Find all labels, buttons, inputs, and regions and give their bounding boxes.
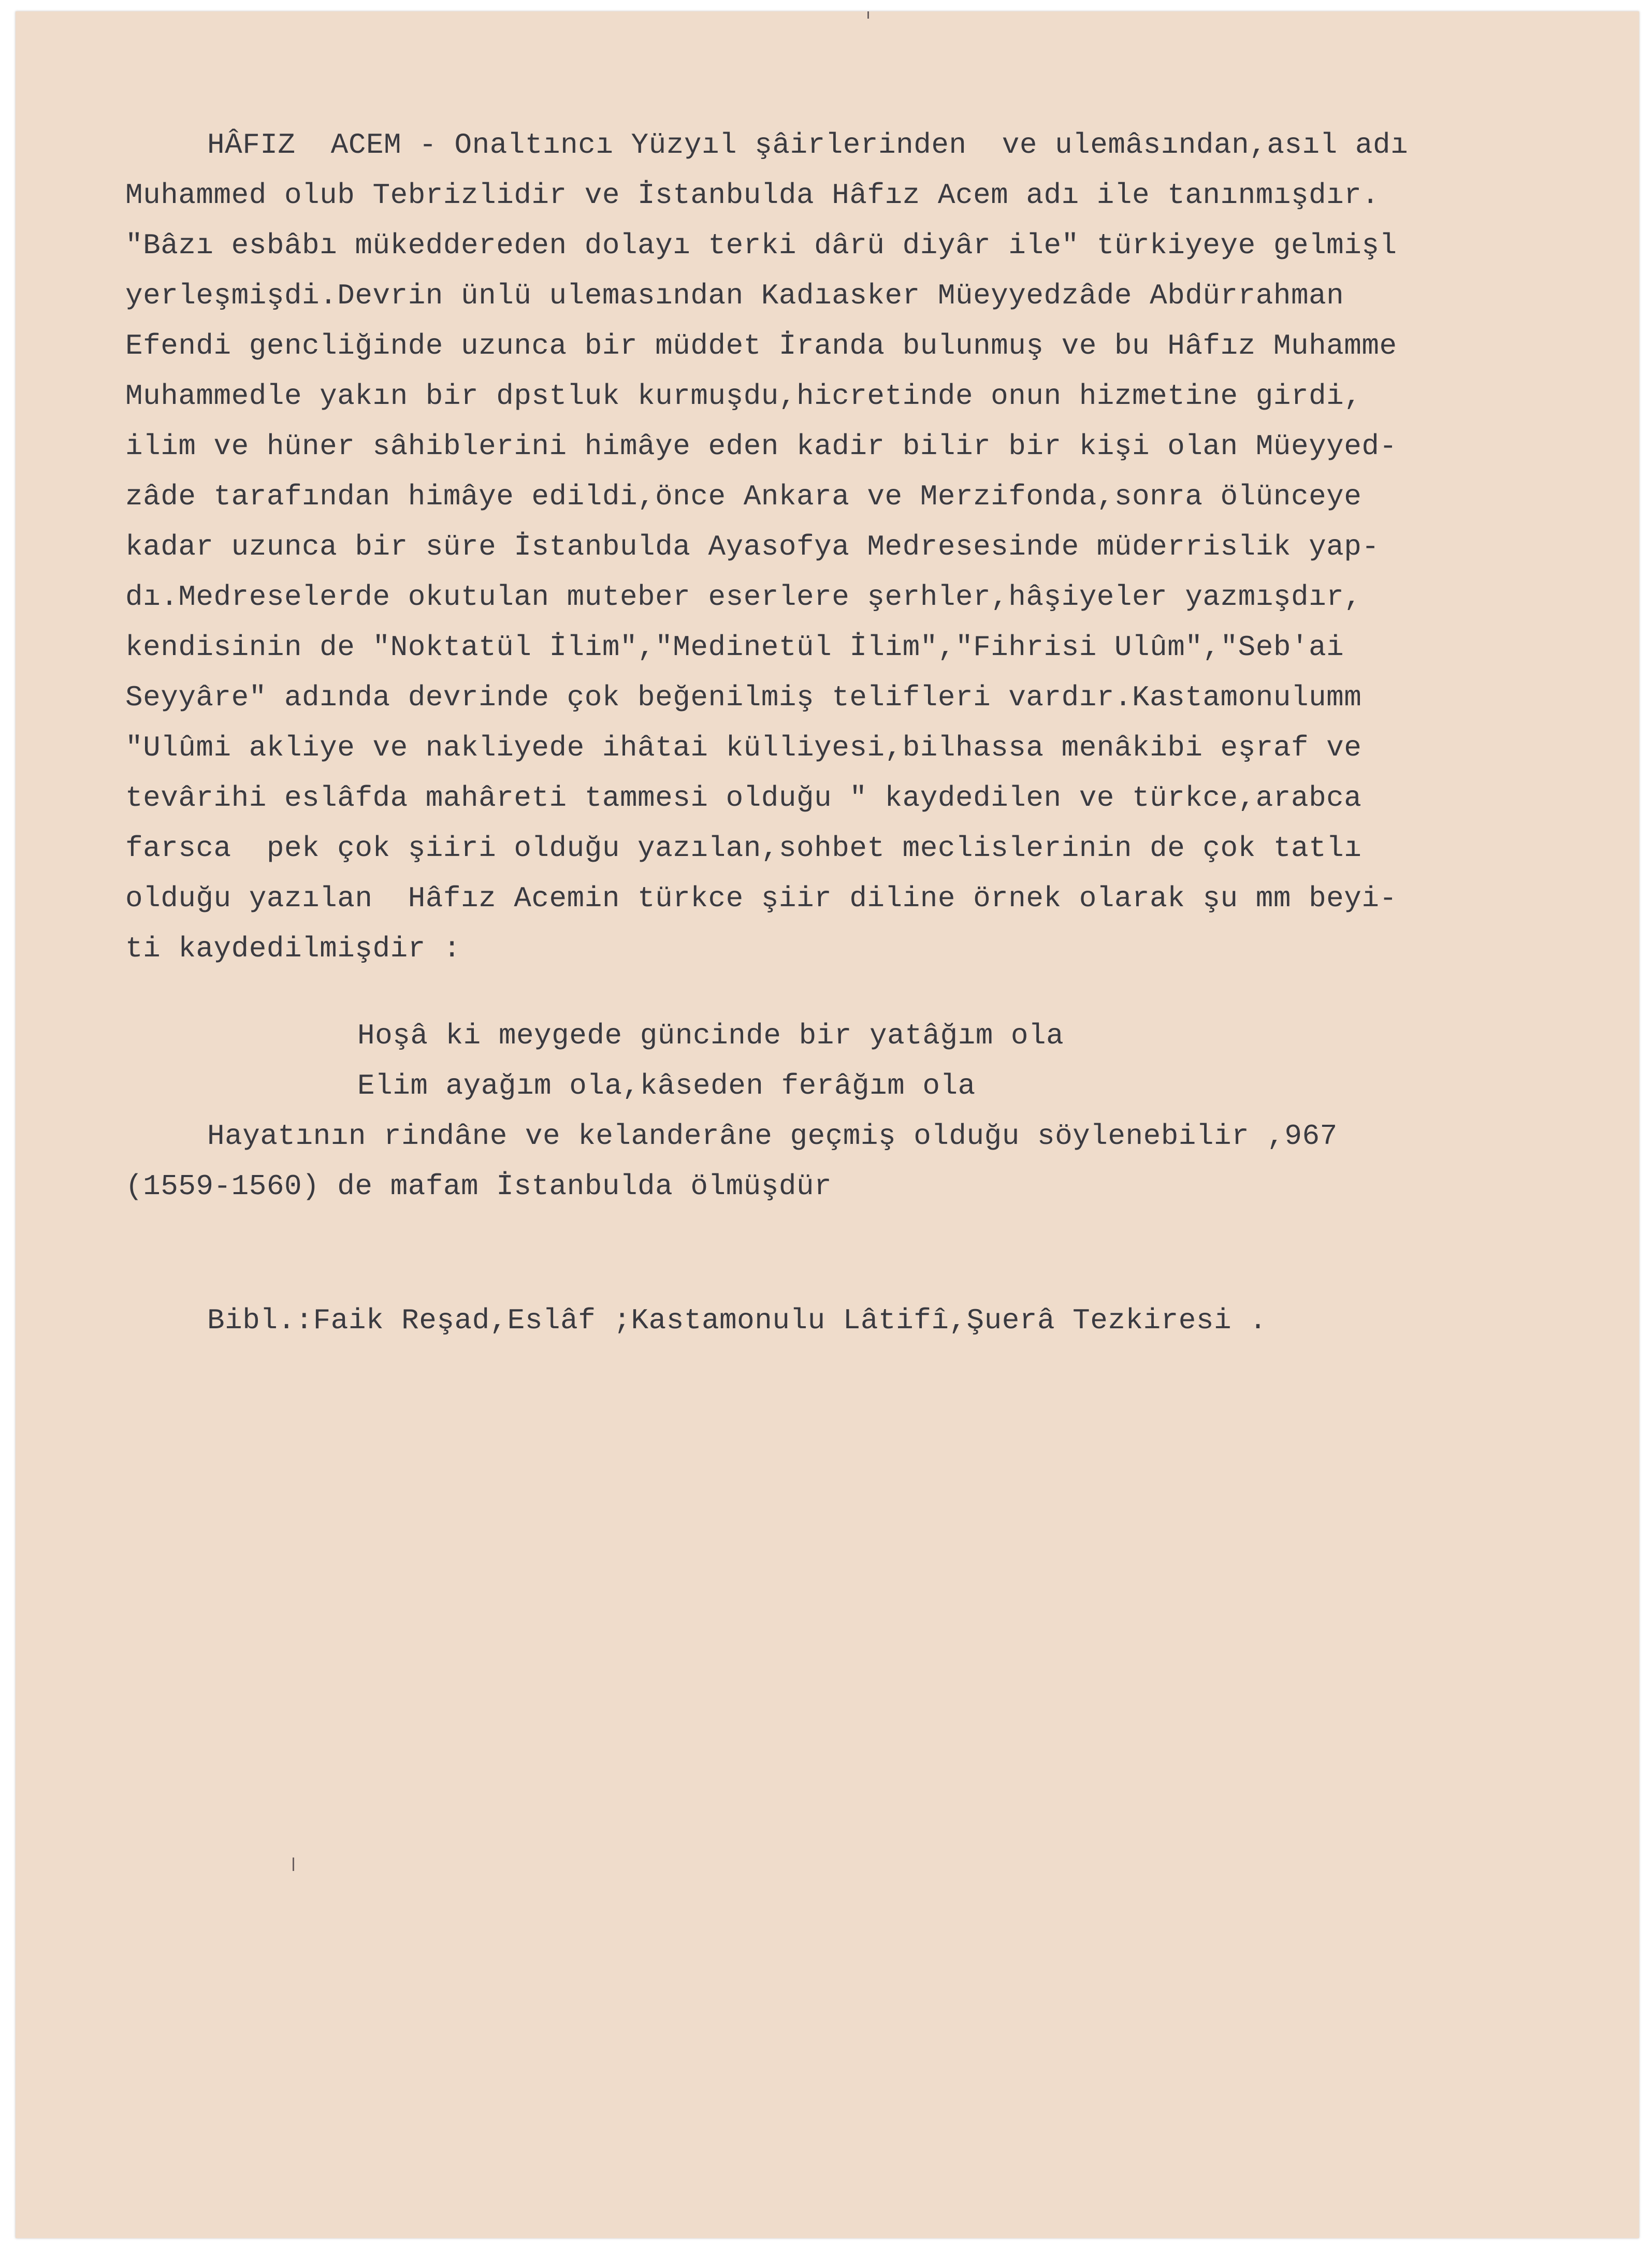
closing-line: (1559-1560) de mafam İstanbulda ölmüşdür bbox=[125, 1170, 832, 1203]
pencil-mark bbox=[867, 11, 869, 19]
paragraph-line: HÂFIZ ACEM - Onaltıncı Yüzyıl şâirlerinden ve ulemâsından,asıl adı bbox=[207, 128, 1409, 162]
paragraph-line: Muhammed olub Tebrizlidir ve İstanbulda Hâfız Acem adı ile tanınmışdır. bbox=[125, 179, 1380, 212]
paragraph-line: Muhammedle yakın bir dpstluk kurmuşdu,hicretinde onun hizmetine girdi, bbox=[125, 380, 1362, 413]
paragraph-line: ti kaydedilmişdir : bbox=[125, 932, 461, 965]
paragraph-line: Efendi gencliğinde uzunca bir müddet İranda bulunmuş ve bu Hâfız Muhamme bbox=[125, 329, 1397, 362]
paragraph-line: "Ulûmi akliye ve nakliyede ihâtai külliyesi,bilhassa menâkibi eşraf ve bbox=[125, 731, 1362, 764]
paragraph-line: Seyyâre" adında devrinde çok beğenilmiş telifleri vardır.Kastamonulumm bbox=[125, 681, 1362, 714]
pencil-mark bbox=[293, 1858, 294, 1871]
paragraph-line: olduğu yazılan Hâfız Acemin türkce şiir diline örnek olarak şu mm beyi- bbox=[125, 882, 1397, 915]
paragraph-line: kendisinin de "Noktatül İlim","Medinetül İlim","Fihrisi Ulûm","Seb'ai bbox=[125, 631, 1344, 664]
verse-line: Elim ayağım ola,kâseden ferâğım ola bbox=[357, 1069, 976, 1102]
paragraph-line: ilim ve hüner sâhiblerini himâye eden kadir bilir bir kişi olan Müeyyed- bbox=[125, 430, 1397, 463]
typed-page bbox=[16, 11, 1639, 2238]
paragraph-line: "Bâzı esbâbı mükeddereden dolayı terki dârü diyâr ile" türkiyeye gelmişl bbox=[125, 229, 1397, 262]
paragraph-line: zâde tarafından himâye edildi,önce Ankara ve Merzifonda,sonra ölünceye bbox=[125, 480, 1362, 513]
closing-line: Hayatının rindâne ve kelanderâne geçmiş olduğu söylenebilir ,967 bbox=[207, 1120, 1338, 1153]
paragraph-line: dı.Medreselerde okutulan muteber eserlere şerhler,hâşiyeler yazmışdır, bbox=[125, 581, 1362, 614]
paragraph-line: farsca pek çok şiiri olduğu yazılan,sohbet meclislerinin de çok tatlı bbox=[125, 832, 1362, 865]
paragraph-line: kadar uzunca bir süre İstanbulda Ayasofya Medresesinde müderrislik yap- bbox=[125, 530, 1380, 563]
paragraph-line: yerleşmişdi.Devrin ünlü ulemasından Kadıasker Müeyyedzâde Abdürrahman bbox=[125, 279, 1344, 312]
verse-line: Hoşâ ki meygede güncinde bir yatâğım ola bbox=[357, 1019, 1064, 1052]
bibliography-line: Bibl.:Faik Reşad,Eslâf ;Kastamonulu Lâtifî,Şuerâ Tezkiresi . bbox=[207, 1304, 1267, 1337]
paragraph-line: tevârihi eslâfda mahâreti tammesi olduğu " kaydedilen ve türkce,arabca bbox=[125, 781, 1362, 815]
